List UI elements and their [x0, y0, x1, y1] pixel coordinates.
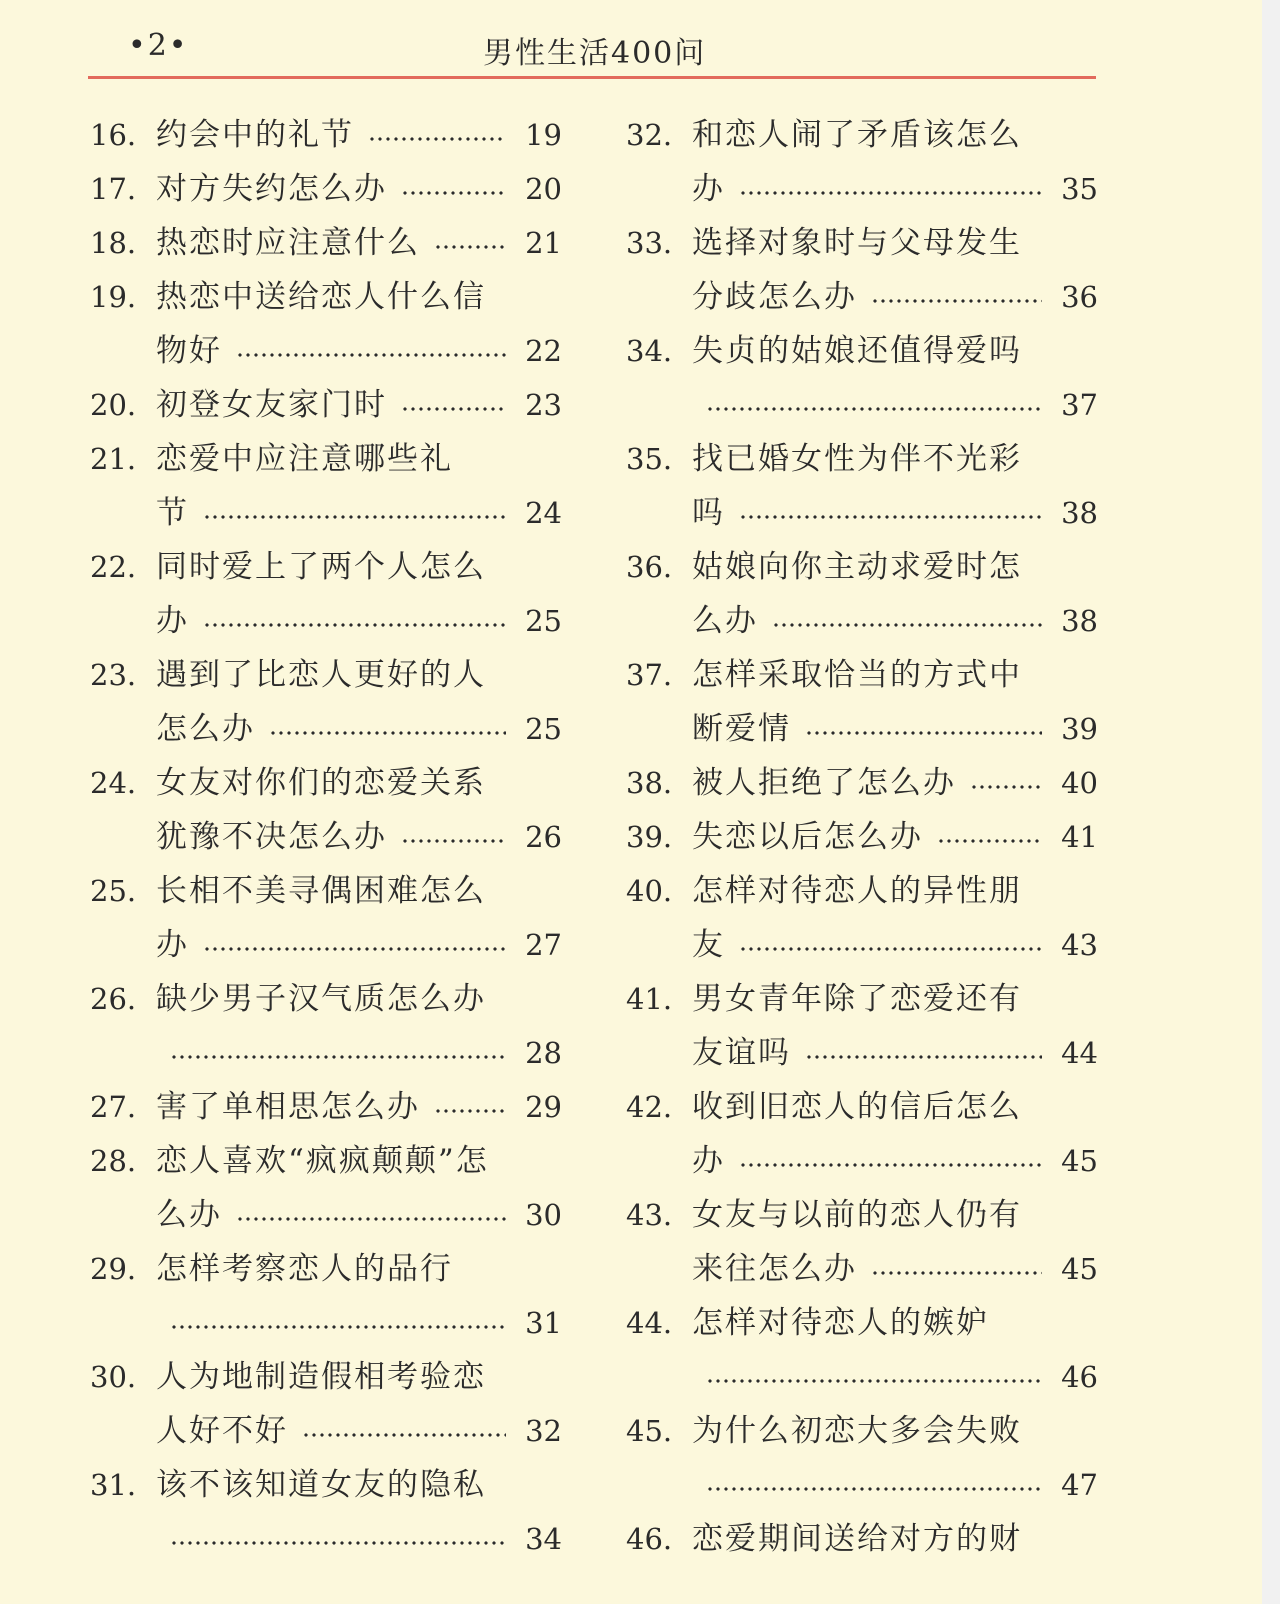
entry-title-text: 犹豫不决怎么办	[156, 819, 387, 855]
entry-leader-row	[156, 1296, 562, 1350]
entry-line	[626, 1512, 1098, 1566]
dot-leader	[269, 731, 506, 735]
entry-leader-row	[692, 918, 1098, 972]
entry-line	[90, 1350, 562, 1404]
entry-title-text: 缺少男子汉气质怎么办	[156, 981, 486, 1017]
entry-leader-row	[692, 486, 1098, 540]
page-ref: 36	[1061, 280, 1098, 314]
dot-leader	[772, 623, 1042, 627]
entry-line	[626, 972, 1098, 1026]
entry-leader-row	[156, 486, 562, 540]
entry-title-text: 热恋中送给恋人什么信	[156, 279, 486, 315]
entry-line	[626, 756, 1098, 810]
entry-title-text: 友谊吗	[692, 1035, 791, 1071]
entry-leader-row	[692, 594, 1098, 648]
entry-line	[626, 648, 1098, 702]
entry-leader-row	[692, 1350, 1098, 1404]
entry-line	[626, 594, 1098, 648]
page-ref: 37	[1061, 388, 1098, 422]
entry-line	[90, 1512, 562, 1566]
entry-line	[626, 378, 1098, 432]
entry-title-text: 怎么办	[156, 711, 255, 747]
toc-entry	[626, 648, 1098, 756]
dot-leader	[401, 407, 506, 411]
entry-leader-row	[156, 1512, 562, 1566]
page-ref: 47	[1061, 1468, 1098, 1502]
entry-number: 30.	[90, 1360, 137, 1394]
page-ref: 25	[525, 604, 562, 638]
entry-title-text: 失贞的姑娘还值得爱吗	[692, 333, 1022, 369]
entry-number: 26.	[90, 982, 137, 1016]
entry-line	[90, 378, 562, 432]
page-ref: 19	[525, 118, 562, 152]
entry-number: 45.	[626, 1414, 673, 1448]
dot-leader	[739, 191, 1042, 195]
page-number: •2•	[128, 28, 189, 63]
entry-leader-row	[692, 1458, 1098, 1512]
entry-line	[90, 162, 562, 216]
entry-number: 34.	[626, 334, 673, 368]
toc-entry	[90, 648, 562, 756]
entry-title-text: 怎样对待恋人的嫉妒	[692, 1305, 989, 1341]
entry-title-text: 为什么初恋大多会失败	[692, 1413, 1022, 1449]
entry-number: 44.	[626, 1306, 673, 1340]
page-ref: 31	[525, 1306, 562, 1340]
entry-leader-row	[692, 1134, 1098, 1188]
toc-right-column	[626, 108, 1098, 1566]
entry-line	[90, 1080, 562, 1134]
dot-leader	[871, 1271, 1042, 1275]
entry-title-text: 被人拒绝了怎么办	[692, 765, 956, 801]
toc-entry	[626, 1296, 1098, 1404]
entry-title-text: 办	[156, 603, 189, 639]
entry-leader-row	[156, 1404, 562, 1458]
page-ref: 34	[525, 1522, 562, 1556]
entry-number: 16.	[90, 118, 137, 152]
entry-number: 42.	[626, 1090, 673, 1124]
entry-title-text: 约会中的礼节	[156, 117, 354, 153]
entry-line	[626, 1134, 1098, 1188]
entry-title-text: 节	[156, 495, 189, 531]
page-ref: 26	[525, 820, 562, 854]
page-ref: 43	[1061, 928, 1098, 962]
entry-leader-row	[156, 594, 562, 648]
entry-leader-row	[156, 810, 562, 864]
page-ref: 40	[1061, 766, 1098, 800]
entry-line	[626, 270, 1098, 324]
entry-number: 33.	[626, 226, 673, 260]
entry-line	[90, 594, 562, 648]
entry-leader-row	[692, 1242, 1098, 1296]
entry-number: 40.	[626, 874, 673, 908]
entry-leader-row	[156, 702, 562, 756]
entry-line	[626, 108, 1098, 162]
page-ref: 30	[525, 1198, 562, 1232]
entry-title-text: 怎样考察恋人的品行	[156, 1251, 453, 1287]
entry-leader-row	[156, 324, 562, 378]
dot-leader	[434, 245, 506, 249]
entry-line	[626, 1350, 1098, 1404]
page-ref: 44	[1061, 1036, 1098, 1070]
entry-title-text: 女友与以前的恋人仍有	[692, 1197, 1022, 1233]
toc-entry	[90, 864, 562, 972]
toc-entry	[626, 756, 1098, 810]
entry-line	[90, 108, 562, 162]
toc-entry	[90, 378, 562, 432]
toc-entry	[626, 432, 1098, 540]
page-ref: 23	[525, 388, 562, 422]
entry-line	[626, 702, 1098, 756]
entry-title-text: 恋爱中应注意哪些礼	[156, 441, 453, 477]
toc-entry	[90, 432, 562, 540]
entry-number: 19.	[90, 280, 137, 314]
entry-line	[90, 1026, 562, 1080]
entry-line	[626, 486, 1098, 540]
dot-leader	[203, 947, 506, 951]
header-rule	[88, 76, 1096, 79]
entry-number: 22.	[90, 550, 137, 584]
toc-entry	[90, 1134, 562, 1242]
entry-title-text: 办	[156, 927, 189, 963]
page-ref: 45	[1061, 1252, 1098, 1286]
entry-title-text: 对方失约怎么办	[156, 171, 387, 207]
entry-title-text: 么办	[692, 603, 758, 639]
entry-line	[90, 1242, 562, 1296]
entry-title-text: 找已婚女性为伴不光彩	[692, 441, 1022, 477]
entry-title-text: 么办	[156, 1197, 222, 1233]
entry-line	[626, 540, 1098, 594]
entry-line	[90, 1296, 562, 1350]
dot-leader	[706, 1379, 1042, 1383]
toc-entry	[626, 1188, 1098, 1296]
page-ref: 28	[525, 1036, 562, 1070]
entry-title-text: 物好	[156, 333, 222, 369]
dot-leader	[236, 353, 506, 357]
entry-line	[626, 1188, 1098, 1242]
entry-number: 17.	[90, 172, 137, 206]
entry-title-text: 恋爱期间送给对方的财	[692, 1521, 1022, 1557]
entry-line	[90, 1134, 562, 1188]
page-ref: 41	[1061, 820, 1098, 854]
toc-entry	[90, 756, 562, 864]
entry-line	[626, 918, 1098, 972]
dot-leader	[739, 947, 1042, 951]
entry-line	[626, 864, 1098, 918]
dot-leader	[434, 1109, 506, 1113]
entry-title-text: 办	[692, 171, 725, 207]
toc-entry	[626, 864, 1098, 972]
dot-leader	[203, 623, 506, 627]
entry-leader-row	[156, 1188, 562, 1242]
entry-title-text: 该不该知道女友的隐私	[156, 1467, 486, 1503]
page-ref: 35	[1061, 172, 1098, 206]
dot-leader	[871, 299, 1042, 303]
entry-line	[90, 270, 562, 324]
entry-number: 29.	[90, 1252, 137, 1286]
toc-entry	[626, 810, 1098, 864]
entry-line	[90, 648, 562, 702]
entry-line	[90, 1188, 562, 1242]
entry-line	[626, 324, 1098, 378]
entry-number: 38.	[626, 766, 673, 800]
entry-line	[626, 162, 1098, 216]
entry-title-text: 遇到了比恋人更好的人	[156, 657, 486, 693]
entry-line	[90, 216, 562, 270]
entry-line	[90, 486, 562, 540]
book-title: 男性生活400问	[483, 36, 707, 71]
entry-title-text: 恋人喜欢“疯疯颠颠”怎	[156, 1143, 489, 1179]
toc-entry	[626, 216, 1098, 324]
dot-leader	[302, 1433, 506, 1437]
page-ref: 46	[1061, 1360, 1098, 1394]
entry-number: 31.	[90, 1468, 137, 1502]
dot-leader	[970, 785, 1042, 789]
page-header	[88, 18, 1096, 78]
entry-leader-row	[692, 702, 1098, 756]
entry-line	[90, 1404, 562, 1458]
entry-number: 36.	[626, 550, 673, 584]
toc-entry	[626, 1512, 1098, 1566]
entry-line	[90, 864, 562, 918]
entry-line	[90, 756, 562, 810]
entry-title-text: 长相不美寻偶困难怎么	[156, 873, 486, 909]
entry-line	[90, 918, 562, 972]
entry-number: 32.	[626, 118, 673, 152]
entry-number: 41.	[626, 982, 673, 1016]
entry-leader-row	[692, 756, 1098, 810]
page-ref: 20	[525, 172, 562, 206]
entry-title-text: 热恋时应注意什么	[156, 225, 420, 261]
entry-title-text: 来往怎么办	[692, 1251, 857, 1287]
entry-title-text: 选择对象时与父母发生	[692, 225, 1022, 261]
entry-title-text: 办	[692, 1143, 725, 1179]
entry-line	[90, 432, 562, 486]
entry-number: 27.	[90, 1090, 137, 1124]
entry-leader-row	[156, 1026, 562, 1080]
entry-leader-row	[156, 378, 562, 432]
entry-line	[90, 810, 562, 864]
entry-leader-row	[692, 270, 1098, 324]
entry-line	[626, 1404, 1098, 1458]
entry-number: 24.	[90, 766, 137, 800]
dot-leader	[937, 839, 1042, 843]
dot-leader	[706, 407, 1042, 411]
toc-entry	[90, 162, 562, 216]
page-ref: 27	[525, 928, 562, 962]
dot-leader	[236, 1217, 506, 1221]
page-ref: 25	[525, 712, 562, 746]
entry-number: 39.	[626, 820, 673, 854]
entry-title-text: 害了单相思怎么办	[156, 1089, 420, 1125]
entry-title-text: 人好不好	[156, 1413, 288, 1449]
toc-entry	[90, 972, 562, 1080]
page-ref: 39	[1061, 712, 1098, 746]
entry-title-text: 分歧怎么办	[692, 279, 857, 315]
dot-leader	[368, 137, 506, 141]
entry-title-text: 怎样采取恰当的方式中	[692, 657, 1022, 693]
dot-leader	[170, 1325, 506, 1329]
toc-entry	[626, 972, 1098, 1080]
entry-number: 20.	[90, 388, 137, 422]
toc-entry	[626, 324, 1098, 432]
toc-entry	[90, 540, 562, 648]
entry-line	[626, 432, 1098, 486]
entry-number: 43.	[626, 1198, 673, 1232]
dot-leader	[401, 191, 506, 195]
page-ref: 38	[1061, 604, 1098, 638]
entry-line	[626, 1296, 1098, 1350]
dot-leader	[739, 515, 1042, 519]
entry-title-text: 初登女友家门时	[156, 387, 387, 423]
entry-line	[626, 1458, 1098, 1512]
toc-entry	[90, 1242, 562, 1350]
entry-number: 25.	[90, 874, 137, 908]
toc-entry	[626, 1080, 1098, 1188]
toc-entry	[90, 108, 562, 162]
entry-line	[626, 810, 1098, 864]
toc-entry	[90, 1080, 562, 1134]
entry-title-text: 怎样对待恋人的异性朋	[692, 873, 1022, 909]
page-ref: 29	[525, 1090, 562, 1124]
toc-left-column	[90, 108, 562, 1566]
page-ref: 32	[525, 1414, 562, 1448]
dot-leader	[706, 1487, 1042, 1491]
entry-leader-row	[156, 1080, 562, 1134]
entry-title-text: 男女青年除了恋爱还有	[692, 981, 1022, 1017]
dot-leader	[401, 839, 506, 843]
entry-number: 23.	[90, 658, 137, 692]
entry-number: 46.	[626, 1522, 673, 1556]
entry-number: 28.	[90, 1144, 137, 1178]
toc-entry	[626, 108, 1098, 216]
dot-leader	[170, 1055, 506, 1059]
entry-leader-row	[156, 918, 562, 972]
entry-leader-row	[156, 162, 562, 216]
entry-title-text: 姑娘向你主动求爱时怎	[692, 549, 1022, 585]
entry-leader-row	[692, 1026, 1098, 1080]
entry-number: 18.	[90, 226, 137, 260]
entry-title-text: 女友对你们的恋爱关系	[156, 765, 486, 801]
entry-leader-row	[692, 162, 1098, 216]
entry-title-text: 友	[692, 927, 725, 963]
entry-leader-row	[156, 216, 562, 270]
entry-title-text: 人为地制造假相考验恋	[156, 1359, 486, 1395]
toc-entry	[626, 540, 1098, 648]
entry-title-text: 收到旧恋人的信后怎么	[692, 1089, 1022, 1125]
page-edge-shade	[1262, 0, 1280, 1604]
page-ref: 22	[525, 334, 562, 368]
toc-entry	[626, 1404, 1098, 1512]
entry-title-text: 吗	[692, 495, 725, 531]
entry-line	[626, 216, 1098, 270]
page-ref: 45	[1061, 1144, 1098, 1178]
toc-entry	[90, 1350, 562, 1458]
entry-line	[90, 702, 562, 756]
entry-leader-row	[156, 108, 562, 162]
entry-leader-row	[692, 810, 1098, 864]
entry-line	[626, 1080, 1098, 1134]
toc-entry	[90, 1458, 562, 1566]
dot-leader	[170, 1541, 506, 1545]
entry-line	[626, 1242, 1098, 1296]
entry-line	[90, 324, 562, 378]
entry-line	[626, 1026, 1098, 1080]
dot-leader	[805, 1055, 1042, 1059]
entry-line	[90, 540, 562, 594]
page-ref: 21	[525, 226, 562, 260]
dot-leader	[805, 731, 1042, 735]
entry-line	[90, 972, 562, 1026]
entry-title-text: 失恋以后怎么办	[692, 819, 923, 855]
entry-number: 21.	[90, 442, 137, 476]
entry-number: 37.	[626, 658, 673, 692]
dot-leader	[739, 1163, 1042, 1167]
toc-entry	[90, 270, 562, 378]
page-ref: 24	[525, 496, 562, 530]
entry-number: 35.	[626, 442, 673, 476]
dot-leader	[203, 515, 506, 519]
entry-leader-row	[692, 378, 1098, 432]
entry-title-text: 和恋人闹了矛盾该怎么	[692, 117, 1022, 153]
entry-line	[90, 1458, 562, 1512]
toc-entry	[90, 216, 562, 270]
entry-title-text: 同时爱上了两个人怎么	[156, 549, 486, 585]
entry-title-text: 断爱情	[692, 711, 791, 747]
page-ref: 38	[1061, 496, 1098, 530]
